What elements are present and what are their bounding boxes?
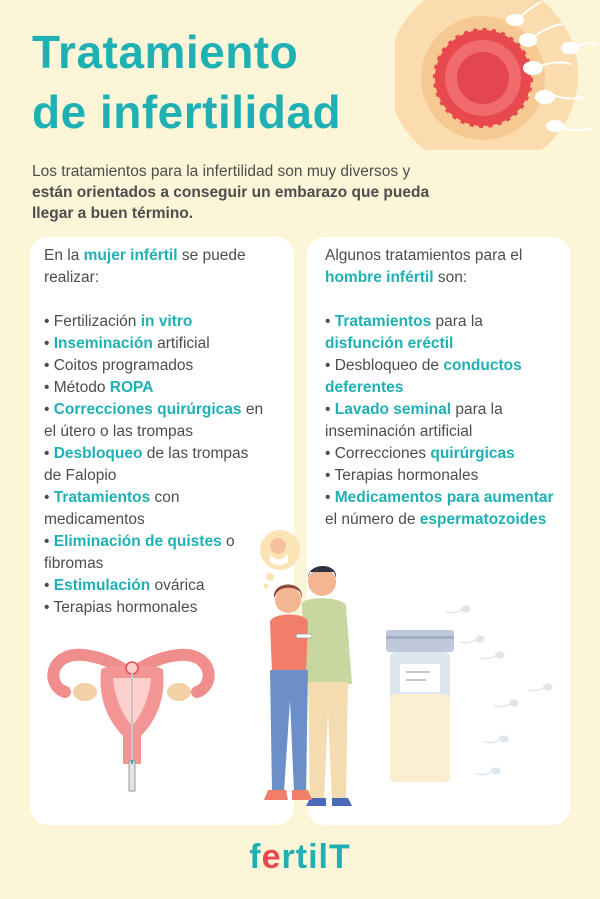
list-item: • Desbloqueo de las trompas de Falopio: [44, 443, 266, 487]
syringe: [129, 761, 135, 791]
uterus-illustration: [45, 636, 220, 806]
list-item: • Medicamentos para aumentar el número de espermatozoides: [325, 487, 557, 531]
woman-shoe-left: [264, 790, 288, 800]
list-item: • Estimulación ovárica: [44, 575, 266, 597]
list-item: • Lavado seminal para la inseminación artificial: [325, 399, 557, 443]
ovary-left: [73, 683, 97, 701]
man-shoe-right: [332, 798, 352, 806]
man-shirt: [302, 598, 352, 684]
brand-logo: [0, 838, 600, 877]
list-item: • Inseminación artificial: [44, 333, 266, 355]
intro-bold: están orientados a conseguir un embarazo que pueda llegar a buen término.: [32, 184, 430, 222]
female-intro: [44, 245, 274, 289]
female-intro-highlight: mujer infértil: [83, 247, 178, 264]
list-item: • Método ROPA: [44, 377, 266, 399]
list-item: • Correcciones quirúrgicas: [325, 443, 557, 465]
female-intro-post: se puede realizar:: [44, 247, 246, 286]
list-item: • Terapias hormonales: [325, 465, 557, 487]
female-treatments-text: [44, 245, 274, 619]
title-line-2: de infertilidad: [32, 86, 342, 138]
male-intro: [325, 245, 555, 289]
male-intro-pre: Algunos tratamientos para el: [325, 247, 523, 264]
list-item: • Correcciones quirúrgicas en el útero o las trompas: [44, 399, 266, 443]
male-intro-highlight: hombre infértil: [325, 269, 434, 286]
man-legs: [308, 682, 348, 800]
jar-label: [400, 664, 440, 692]
woman-top: [270, 615, 308, 673]
ovary-right: [167, 683, 191, 701]
intro-paragraph: [32, 161, 432, 224]
woman-shoe-right: [292, 790, 312, 800]
female-treatments-list: [44, 311, 266, 619]
list-item: • Fertilización in vitro: [44, 311, 266, 333]
male-treatments-text: [325, 245, 557, 531]
male-intro-post: son:: [433, 269, 468, 286]
pregnancy-test: [296, 634, 312, 638]
man-head: [308, 568, 336, 596]
female-intro-pre: En la: [44, 247, 84, 264]
woman-legs: [270, 670, 308, 792]
list-item: • Terapias hormonales: [44, 597, 266, 619]
list-item: • Eliminación de quistes o fibromas: [44, 531, 266, 575]
logo-accent-letter: e: [261, 838, 282, 876]
intro-plain: Los tratamientos para la infertilidad son muy diversos y: [32, 163, 411, 180]
male-treatments-list: [325, 311, 557, 531]
list-item: • Tratamientos para la disfunción eréctil: [325, 311, 557, 355]
logo-part-1: f: [249, 838, 262, 876]
list-item: • Coitos programados: [44, 355, 266, 377]
list-item: • Tratamientos con medicamentos: [44, 487, 266, 531]
couple-illustration: [248, 522, 368, 817]
list-item: • Desbloqueo de conductos deferentes: [325, 355, 557, 399]
sperm-icons: [440, 595, 570, 795]
title-line-1: Tratamiento: [32, 26, 299, 78]
egg-sperm-illustration: [395, 0, 600, 150]
egg-core: [457, 52, 509, 104]
logo-part-2: rtilT: [281, 838, 351, 876]
woman-head: [275, 587, 301, 613]
page-title: [32, 22, 341, 142]
